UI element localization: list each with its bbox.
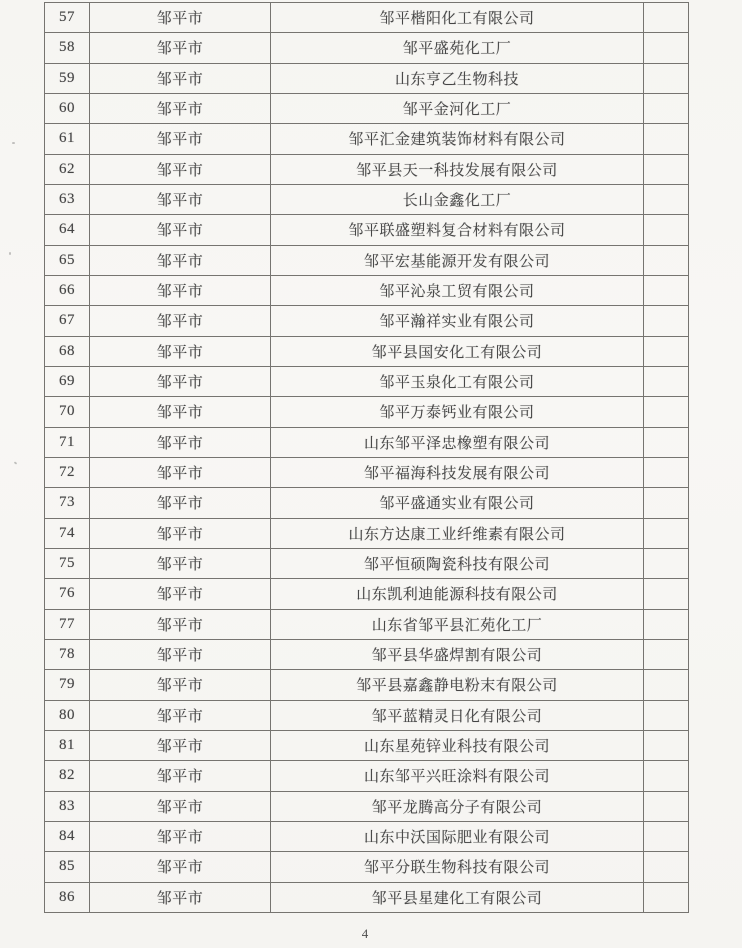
city-cell: 邹平市 — [90, 93, 271, 123]
row-number-cell: 79 — [45, 670, 90, 700]
company-cell: 邹平恒硕陶瓷科技有限公司 — [271, 548, 644, 578]
city-cell: 邹平市 — [90, 882, 271, 912]
row-number-cell: 77 — [45, 609, 90, 639]
table-row — [45, 397, 689, 427]
row-number-cell: 66 — [45, 275, 90, 305]
city-cell: 邹平市 — [90, 63, 271, 93]
row-number-cell: 64 — [45, 215, 90, 245]
city-cell: 邹平市 — [90, 791, 271, 821]
company-cell: 邹平县嘉鑫静电粉末有限公司 — [271, 670, 644, 700]
empty-cell — [644, 427, 689, 457]
empty-cell — [644, 33, 689, 63]
empty-cell — [644, 670, 689, 700]
row-number-cell: 57 — [45, 3, 90, 33]
table-row — [45, 821, 689, 851]
empty-cell — [644, 821, 689, 851]
table-row — [45, 609, 689, 639]
table-row — [45, 336, 689, 366]
company-cell: 邹平瀚祥实业有限公司 — [271, 306, 644, 336]
empty-cell — [644, 184, 689, 214]
table-row — [45, 670, 689, 700]
city-cell: 邹平市 — [90, 427, 271, 457]
table-row — [45, 33, 689, 63]
company-cell: 邹平玉泉化工有限公司 — [271, 366, 644, 396]
row-number-cell: 73 — [45, 488, 90, 518]
row-number-cell: 78 — [45, 639, 90, 669]
company-cell: 邹平蓝精灵日化有限公司 — [271, 700, 644, 730]
table-row — [45, 488, 689, 518]
row-number-cell: 84 — [45, 821, 90, 851]
table-row — [45, 791, 689, 821]
table-row — [45, 154, 689, 184]
city-cell: 邹平市 — [90, 548, 271, 578]
company-cell: 山东邹平兴旺涂料有限公司 — [271, 761, 644, 791]
city-cell: 邹平市 — [90, 730, 271, 760]
empty-cell — [644, 791, 689, 821]
city-cell: 邹平市 — [90, 33, 271, 63]
row-number-cell: 61 — [45, 124, 90, 154]
company-cell: 山东凯利迪能源科技有限公司 — [271, 579, 644, 609]
scan-speck — [14, 461, 18, 464]
row-number-cell: 59 — [45, 63, 90, 93]
table-row — [45, 579, 689, 609]
scan-speck — [9, 252, 11, 255]
city-cell: 邹平市 — [90, 124, 271, 154]
empty-cell — [644, 761, 689, 791]
row-number-cell: 74 — [45, 518, 90, 548]
table-row — [45, 427, 689, 457]
row-number-cell: 68 — [45, 336, 90, 366]
company-cell: 邹平盛通实业有限公司 — [271, 488, 644, 518]
row-number-cell: 81 — [45, 730, 90, 760]
table-row — [45, 761, 689, 791]
company-cell: 邹平楷阳化工有限公司 — [271, 3, 644, 33]
city-cell: 邹平市 — [90, 488, 271, 518]
table-body — [45, 3, 689, 913]
city-cell: 邹平市 — [90, 3, 271, 33]
company-cell: 邹平联盛塑料复合材料有限公司 — [271, 215, 644, 245]
row-number-cell: 70 — [45, 397, 90, 427]
city-cell: 邹平市 — [90, 609, 271, 639]
table-row — [45, 518, 689, 548]
company-cell: 山东亨乙生物科技 — [271, 63, 644, 93]
empty-cell — [644, 154, 689, 184]
empty-cell — [644, 397, 689, 427]
empty-cell — [644, 457, 689, 487]
city-cell: 邹平市 — [90, 397, 271, 427]
table-row — [45, 93, 689, 123]
table-row — [45, 3, 689, 33]
table-row — [45, 184, 689, 214]
city-cell: 邹平市 — [90, 366, 271, 396]
table-row — [45, 639, 689, 669]
row-number-cell: 60 — [45, 93, 90, 123]
scan-speck — [12, 142, 15, 144]
empty-cell — [644, 548, 689, 578]
empty-cell — [644, 275, 689, 305]
company-cell: 邹平宏基能源开发有限公司 — [271, 245, 644, 275]
table-row — [45, 124, 689, 154]
row-number-cell: 80 — [45, 700, 90, 730]
empty-cell — [644, 730, 689, 760]
empty-cell — [644, 3, 689, 33]
table-row — [45, 882, 689, 912]
table-row — [45, 700, 689, 730]
empty-cell — [644, 700, 689, 730]
table-row — [45, 730, 689, 760]
city-cell: 邹平市 — [90, 306, 271, 336]
empty-cell — [644, 518, 689, 548]
company-cell: 邹平县国安化工有限公司 — [271, 336, 644, 366]
empty-cell — [644, 63, 689, 93]
row-number-cell: 83 — [45, 791, 90, 821]
table-row — [45, 245, 689, 275]
city-cell: 邹平市 — [90, 700, 271, 730]
company-cell: 山东方达康工业纤维素有限公司 — [271, 518, 644, 548]
row-number-cell: 67 — [45, 306, 90, 336]
city-cell: 邹平市 — [90, 154, 271, 184]
city-cell: 邹平市 — [90, 457, 271, 487]
city-cell: 邹平市 — [90, 336, 271, 366]
row-number-cell: 82 — [45, 761, 90, 791]
empty-cell — [644, 639, 689, 669]
row-number-cell: 86 — [45, 882, 90, 912]
empty-cell — [644, 366, 689, 396]
city-cell: 邹平市 — [90, 215, 271, 245]
empty-cell — [644, 124, 689, 154]
empty-cell — [644, 609, 689, 639]
table-row — [45, 852, 689, 882]
company-cell: 邹平沁泉工贸有限公司 — [271, 275, 644, 305]
empty-cell — [644, 306, 689, 336]
row-number-cell: 76 — [45, 579, 90, 609]
city-cell: 邹平市 — [90, 184, 271, 214]
company-cell: 长山金鑫化工厂 — [271, 184, 644, 214]
empty-cell — [644, 336, 689, 366]
empty-cell — [644, 882, 689, 912]
table-row — [45, 366, 689, 396]
empty-cell — [644, 215, 689, 245]
empty-cell — [644, 93, 689, 123]
city-cell: 邹平市 — [90, 821, 271, 851]
city-cell: 邹平市 — [90, 518, 271, 548]
company-cell: 邹平盛苑化工厂 — [271, 33, 644, 63]
company-cell: 邹平分联生物科技有限公司 — [271, 852, 644, 882]
company-cell: 邹平万泰钙业有限公司 — [271, 397, 644, 427]
row-number-cell: 62 — [45, 154, 90, 184]
company-cell: 邹平县华盛焊割有限公司 — [271, 639, 644, 669]
company-cell: 邹平汇金建筑装饰材料有限公司 — [271, 124, 644, 154]
table-row — [45, 275, 689, 305]
table-row — [45, 63, 689, 93]
city-cell: 邹平市 — [90, 639, 271, 669]
row-number-cell: 69 — [45, 366, 90, 396]
empty-cell — [644, 579, 689, 609]
company-cell: 山东邹平泽忠橡塑有限公司 — [271, 427, 644, 457]
table-row — [45, 548, 689, 578]
city-cell: 邹平市 — [90, 579, 271, 609]
city-cell: 邹平市 — [90, 670, 271, 700]
empty-cell — [644, 852, 689, 882]
company-cell: 邹平龙腾高分子有限公司 — [271, 791, 644, 821]
row-number-cell: 71 — [45, 427, 90, 457]
company-cell: 山东省邹平县汇苑化工厂 — [271, 609, 644, 639]
row-number-cell: 85 — [45, 852, 90, 882]
row-number-cell: 75 — [45, 548, 90, 578]
row-number-cell: 72 — [45, 457, 90, 487]
table-row — [45, 457, 689, 487]
company-cell: 邹平福海科技发展有限公司 — [271, 457, 644, 487]
table-row — [45, 306, 689, 336]
city-cell: 邹平市 — [90, 761, 271, 791]
company-cell: 邹平县星建化工有限公司 — [271, 882, 644, 912]
company-table — [44, 2, 689, 913]
company-cell: 山东星苑锌业科技有限公司 — [271, 730, 644, 760]
page-number: 4 — [361, 926, 369, 941]
row-number-cell: 63 — [45, 184, 90, 214]
row-number-cell: 58 — [45, 33, 90, 63]
company-cell: 山东中沃国际肥业有限公司 — [271, 821, 644, 851]
empty-cell — [644, 488, 689, 518]
company-cell: 邹平县天一科技发展有限公司 — [271, 154, 644, 184]
city-cell: 邹平市 — [90, 852, 271, 882]
table-row — [45, 215, 689, 245]
city-cell: 邹平市 — [90, 275, 271, 305]
row-number-cell: 65 — [45, 245, 90, 275]
company-cell: 邹平金河化工厂 — [271, 93, 644, 123]
city-cell: 邹平市 — [90, 245, 271, 275]
empty-cell — [644, 245, 689, 275]
